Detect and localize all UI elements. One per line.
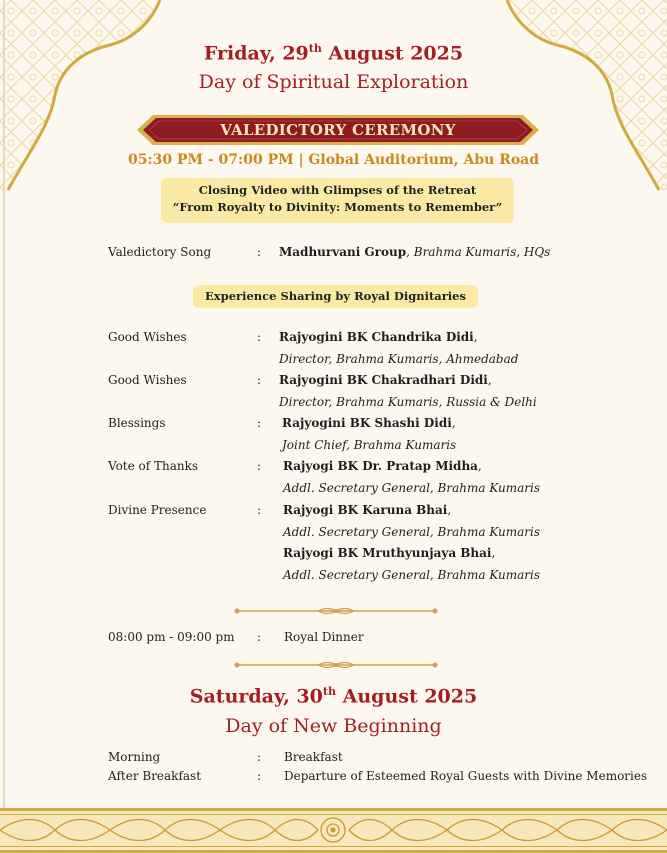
day1-title bbox=[0, 42, 667, 64]
dinner-colon: : bbox=[257, 630, 262, 644]
program-speaker bbox=[283, 503, 451, 517]
program-speaker bbox=[279, 373, 492, 387]
speaker-comma: , bbox=[447, 503, 452, 517]
speaker-comma: , bbox=[487, 373, 492, 387]
song-colon: : bbox=[257, 245, 262, 259]
program-label: Divine Presence bbox=[108, 503, 207, 517]
day2-title-date: Saturday, 30 bbox=[189, 685, 323, 708]
closing-video-box bbox=[161, 178, 514, 223]
speaker-designation: Director, Brahma Kumaris, Russia & Delhi bbox=[279, 395, 537, 409]
divider-ornament bbox=[233, 660, 439, 670]
speaker-name: Rajyogini BK Chandrika Didi bbox=[279, 330, 474, 344]
speaker-designation: Joint Chief, Brahma Kumaris bbox=[282, 438, 457, 452]
speaker-comma: , bbox=[473, 330, 478, 344]
program-colon: : bbox=[257, 503, 262, 517]
speaker-name: Rajyogini BK Chakradhari Didi bbox=[279, 373, 488, 387]
speaker-name: Rajyogini BK Shashi Didi bbox=[282, 416, 452, 430]
day2-item-label: After Breakfast bbox=[108, 769, 202, 783]
speaker-name: Rajyogi BK Karuna Bhai bbox=[283, 503, 448, 517]
session-time-venue: 05:30 PM - 07:00 PM | Global Auditorium, Abu Road bbox=[127, 152, 540, 168]
day2-title-month: August 2025 bbox=[335, 685, 478, 708]
dinner-label: Royal Dinner bbox=[284, 630, 364, 644]
day1-title-month: August 2025 bbox=[321, 42, 464, 65]
day1-subtitle: Day of Spiritual Exploration bbox=[198, 71, 469, 93]
speaker-name: Rajyogi BK Mruthyunjaya Bhai bbox=[283, 546, 492, 560]
speaker-designation: Addl. Secretary General, Brahma Kumaris bbox=[283, 568, 541, 582]
day2-title-suffix: th bbox=[322, 685, 336, 698]
program-colon: : bbox=[257, 330, 262, 344]
program-speaker bbox=[279, 330, 478, 344]
speaker-designation: Addl. Secretary General, Brahma Kumaris bbox=[283, 525, 541, 539]
day2-item-colon: : bbox=[257, 769, 262, 783]
day2-item-colon: : bbox=[257, 750, 262, 764]
song-performer-org: , Brahma Kumaris, HQs bbox=[406, 245, 551, 259]
closing-video-subtitle: “From Royalty to Divinity: Moments to Remember” bbox=[172, 200, 503, 214]
song-performer bbox=[279, 245, 550, 259]
day2-subtitle: Day of New Beginning bbox=[225, 715, 442, 737]
day1-title-suffix: th bbox=[308, 42, 322, 55]
bottom-border-ornament bbox=[0, 808, 667, 853]
day1-title-date: Friday, 29 bbox=[203, 42, 309, 65]
program-label: Blessings bbox=[108, 416, 166, 430]
day2-item-value: Departure of Esteemed Royal Guests with Divine Memories bbox=[284, 769, 648, 783]
song-label: Valedictory Song bbox=[108, 245, 212, 259]
program-label: Vote of Thanks bbox=[108, 459, 199, 473]
program-speaker bbox=[283, 459, 482, 473]
speaker-name: Rajyogi BK Dr. Pratap Midha bbox=[283, 459, 478, 473]
program-colon: : bbox=[257, 373, 262, 387]
speaker-comma: , bbox=[477, 459, 482, 473]
day2-item-value: Breakfast bbox=[284, 750, 343, 764]
experience-sharing-box: Experience Sharing by Royal Dignitaries bbox=[193, 285, 478, 308]
dinner-time: 08:00 pm - 09:00 pm bbox=[108, 630, 235, 644]
program-label: Good Wishes bbox=[108, 373, 187, 387]
speaker-comma: , bbox=[491, 546, 496, 560]
day2-title bbox=[0, 685, 667, 707]
program-colon: : bbox=[257, 416, 262, 430]
ceremony-banner-label: VALEDICTORY CEREMONY bbox=[220, 121, 456, 139]
speaker-designation: Addl. Secretary General, Brahma Kumaris bbox=[283, 481, 541, 495]
program-speaker bbox=[282, 416, 456, 430]
program-speaker bbox=[283, 546, 495, 560]
program-colon: : bbox=[257, 459, 262, 473]
divider-ornament bbox=[233, 606, 439, 616]
song-performer-name: Madhurvani Group bbox=[279, 245, 407, 259]
speaker-designation: Director, Brahma Kumaris, Ahmedabad bbox=[279, 352, 519, 366]
program-label: Good Wishes bbox=[108, 330, 187, 344]
closing-video-title: Closing Video with Glimpses of the Retreat bbox=[198, 183, 477, 197]
day2-item-label: Morning bbox=[108, 750, 161, 764]
speaker-comma: , bbox=[451, 416, 456, 430]
